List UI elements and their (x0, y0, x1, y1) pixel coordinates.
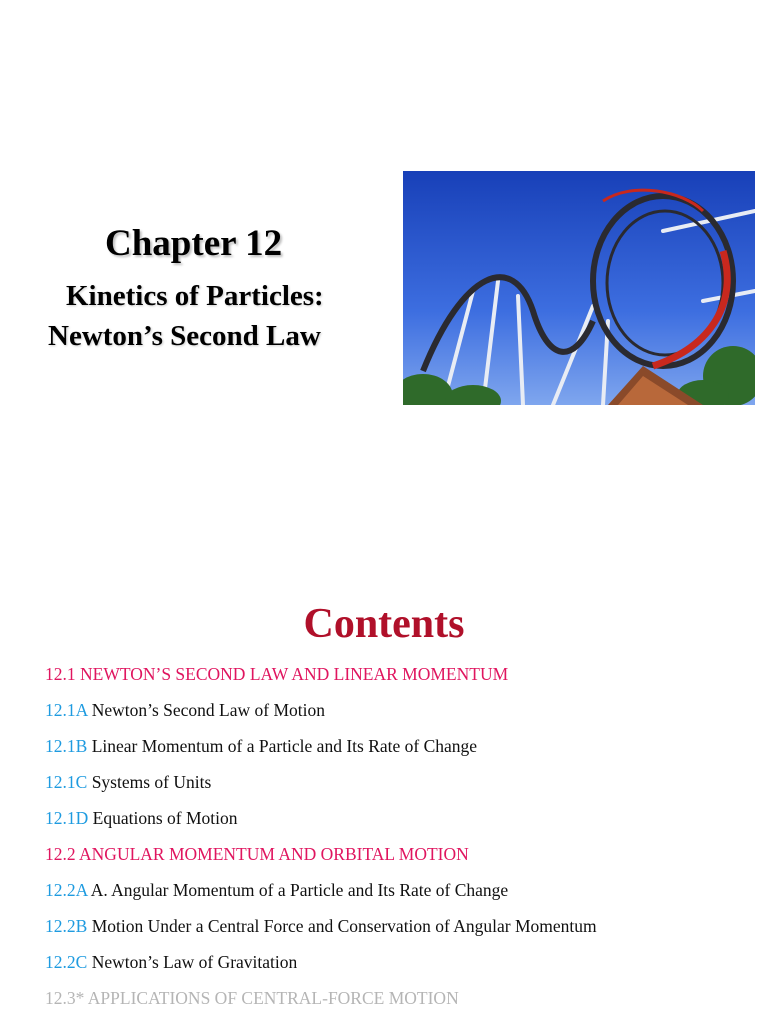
subsection-title: Newton’s Law of Gravitation (87, 952, 298, 972)
list-item (45, 662, 597, 698)
section-heading: 12.1 NEWTON’S SECOND LAW AND LINEAR MOMENTUM (45, 664, 509, 684)
subsection-number: 12.2C (45, 952, 88, 972)
subsection-title: Linear Momentum of a Particle and Its Rate of Change (87, 736, 478, 756)
list-item (45, 698, 597, 734)
contents-list (45, 662, 597, 1022)
subsection-title: A. Angular Momentum of a Particle and Its Rate of Change (87, 880, 509, 900)
subsection-number: 12.2B (45, 916, 88, 936)
subsection-number: 12.1B (45, 736, 88, 756)
chapter-title: Chapter 12 (105, 223, 283, 264)
list-item (45, 914, 597, 950)
roller-coaster-photo (403, 171, 755, 405)
subsection-title: Newton’s Second Law of Motion (87, 700, 325, 720)
subsection-number: 12.1A (45, 700, 88, 720)
subsection-title: Motion Under a Central Force and Conservation of Angular Momentum (87, 916, 597, 936)
section-heading: 12.2 ANGULAR MOMENTUM AND ORBITAL MOTION (45, 844, 469, 864)
chapter-subtitle-line2: Newton’s Second Law (48, 320, 321, 352)
subsection-number: 12.2A (45, 880, 88, 900)
list-item (45, 734, 597, 770)
contents-heading: Contents (303, 601, 465, 647)
section-heading-dimmed: 12.3* APPLICATIONS OF CENTRAL-FORCE MOTION (45, 988, 459, 1008)
list-item (45, 950, 597, 986)
list-item (45, 806, 597, 842)
list-item (45, 878, 597, 914)
subsection-title: Equations of Motion (88, 808, 238, 828)
subsection-title: Systems of Units (87, 772, 212, 792)
list-item (45, 986, 597, 1022)
list-item (45, 842, 597, 878)
list-item (45, 770, 597, 806)
chapter-subtitle-line1: Kinetics of Particles: (66, 280, 324, 312)
subsection-number: 12.1D (45, 808, 89, 828)
subsection-number: 12.1C (45, 772, 88, 792)
